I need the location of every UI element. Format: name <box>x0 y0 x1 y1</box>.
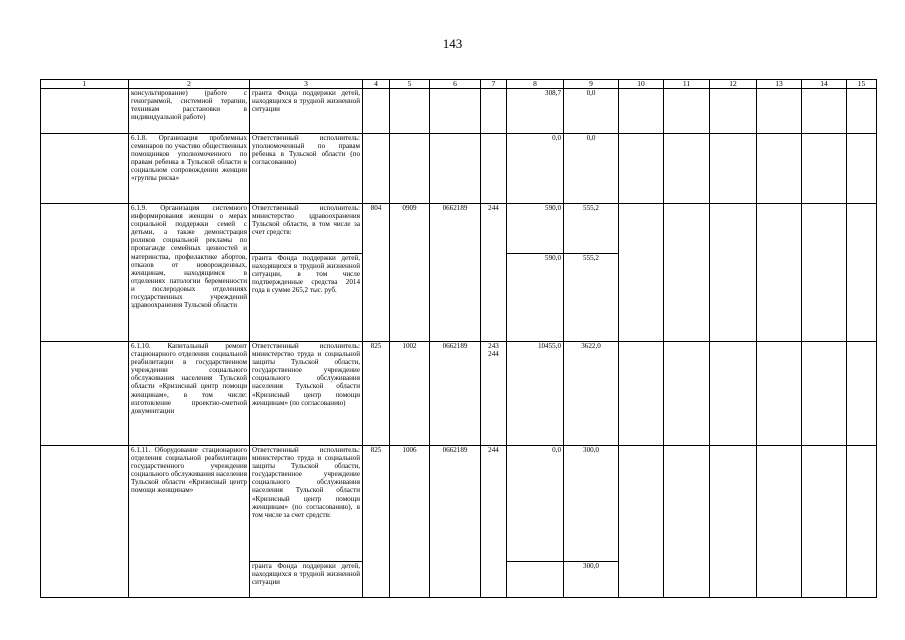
cell-empty <box>710 134 757 204</box>
cell-code: 243 244 <box>481 342 507 446</box>
cell-empty <box>710 446 757 598</box>
cell-empty <box>710 204 757 342</box>
cell-empty <box>41 204 129 342</box>
col-header: 4 <box>363 80 390 89</box>
cell-empty <box>41 446 129 598</box>
cell-amount: 3622,0 <box>564 342 619 446</box>
table-row <box>41 134 877 204</box>
col-header: 5 <box>390 80 430 89</box>
cell-empty <box>664 134 710 204</box>
cell-code <box>430 89 481 134</box>
cell-executor: Ответственный исполнитель: уполномоченный по правам ребенка в Тульской области (по согласованию) <box>250 134 363 204</box>
cell-empty <box>757 134 802 204</box>
cell-amount: 308,7 <box>507 89 564 134</box>
header-row <box>41 80 877 89</box>
cell-empty <box>664 204 710 342</box>
cell-amount: 0,0 <box>564 134 619 204</box>
cell-empty <box>619 446 664 598</box>
cell-description: 6.1.10. Капитальный ремонт стационарного отделения социальной реабилитации в государственном учреждении социального обслуживания населения Тульской области «Кризисный центр помощи женщинам», в том числе: изготовление проектно-сметной документации <box>129 342 250 446</box>
cell-amount: 590,0 <box>507 204 564 254</box>
cell-code <box>481 134 507 204</box>
cell-executor: гранта Фонда поддержки детей, находящихся в трудной жизненной ситуации <box>250 562 363 598</box>
cell-code: 825 <box>363 342 390 446</box>
col-header: 7 <box>481 80 507 89</box>
cell-empty <box>802 89 847 134</box>
cell-description: 6.1.8. Организация проблемных семинаров по участию общественных помощников уполномоченного по правам ребенка в Тульской области в социальном сопровождении женщин «группы риска» <box>129 134 250 204</box>
cell-amount <box>507 562 564 598</box>
cell-amount: 10455,0 <box>507 342 564 446</box>
cell-empty <box>802 342 847 446</box>
cell-code <box>390 134 430 204</box>
col-header: 12 <box>710 80 757 89</box>
cell-empty <box>802 204 847 342</box>
cell-empty <box>619 89 664 134</box>
cell-empty <box>757 342 802 446</box>
col-header: 2 <box>129 80 250 89</box>
cell-amount: 300,0 <box>564 446 619 562</box>
cell-code: 0662189 <box>430 342 481 446</box>
cell-empty <box>41 342 129 446</box>
budget-table <box>40 79 877 598</box>
col-header: 10 <box>619 80 664 89</box>
cell-empty <box>619 134 664 204</box>
table-row <box>41 204 877 254</box>
cell-executor: Ответственный исполнитель: министерство здравоохранения Тульской области, в том числе за счет средств: <box>250 204 363 254</box>
col-header: 13 <box>757 80 802 89</box>
cell-amount: 0,0 <box>564 89 619 134</box>
cell-empty <box>41 134 129 204</box>
cell-amount: 0,0 <box>507 446 564 562</box>
cell-code <box>390 89 430 134</box>
col-header: 6 <box>430 80 481 89</box>
col-header: 1 <box>41 80 129 89</box>
cell-code <box>363 89 390 134</box>
cell-empty <box>847 204 877 342</box>
cell-empty <box>664 342 710 446</box>
cell-code: 0662189 <box>430 446 481 598</box>
cell-empty <box>802 446 847 598</box>
cell-code: 244 <box>481 204 507 342</box>
table-row <box>41 342 877 446</box>
cell-description: 6.1.9. Организация системного информирования женщин о мерах социальной поддержки семей с детьми, а также демонстрация роликов социальной рекламы по пропаганде семейных ценностей и материнства, профилактике абортов, отказов от новорожденных, женщинам, находящимся в отделениях патологии беременности и послеродовых отделениях государственных учреждений здравоохранения Тульской области <box>129 204 250 342</box>
cell-code: 804 <box>363 204 390 342</box>
cell-description: 6.1.11. Оборудование стационарного отделения социальной реабилитации государственного учреждения социального обслуживания населения Тульской области «Кризисный центр помощи женщинам» <box>129 446 250 598</box>
cell-code <box>430 134 481 204</box>
cell-empty <box>757 89 802 134</box>
cell-executor: Ответственный исполнитель: министерство труда и социальной защиты Тульской области, государственное учреждение социального обслуживания населения Тульской области «Кризисный центр помощи женщинам» (по согласованию), в том числе за счет средств: <box>250 446 363 562</box>
cell-empty <box>847 446 877 598</box>
table-row <box>41 89 877 134</box>
page-number: 143 <box>442 36 463 51</box>
cell-code <box>363 134 390 204</box>
cell-amount: 555,2 <box>564 254 619 342</box>
col-header: 11 <box>664 80 710 89</box>
cell-code: 1006 <box>390 446 430 598</box>
cell-empty <box>619 342 664 446</box>
col-header: 15 <box>847 80 877 89</box>
cell-code <box>481 89 507 134</box>
cell-code: 0662189 <box>430 204 481 342</box>
cell-executor: Ответственный исполнитель: министерство труда и социальной защиты Тульской области, государственное учреждение социального обслуживания населения Тульской области «Кризисный центр помощи женщинам» (по согласованию) <box>250 342 363 446</box>
cell-code: 1002 <box>390 342 430 446</box>
col-header: 8 <box>507 80 564 89</box>
cell-empty <box>847 342 877 446</box>
col-header: 3 <box>250 80 363 89</box>
cell-amount: 0,0 <box>507 134 564 204</box>
cell-amount: 590,0 <box>507 254 564 342</box>
table-row <box>41 446 877 562</box>
cell-empty <box>664 446 710 598</box>
cell-empty <box>664 89 710 134</box>
cell-empty <box>710 342 757 446</box>
cell-executor: гранта Фонда поддержки детей, находящихся в трудной жизненной ситуации, в том числе подтвержденные средства 2014 года в сумме 265,2 тыс. руб. <box>250 254 363 342</box>
cell-description: консультирование) (работе с генограммой, системной терапии, техникам расстановки в индивидуальной работе) <box>129 89 250 134</box>
cell-empty <box>41 89 129 134</box>
cell-empty <box>847 134 877 204</box>
cell-empty <box>710 89 757 134</box>
cell-code: 825 <box>363 446 390 598</box>
col-header: 9 <box>564 80 619 89</box>
cell-code: 244 <box>481 446 507 598</box>
cell-empty <box>847 89 877 134</box>
cell-amount: 555,2 <box>564 204 619 254</box>
cell-code: 0909 <box>390 204 430 342</box>
cell-empty <box>757 204 802 342</box>
cell-empty <box>619 204 664 342</box>
cell-executor: гранта Фонда поддержки детей, находящихся в трудной жизненной ситуации <box>250 89 363 134</box>
cell-empty <box>757 446 802 598</box>
cell-amount: 300,0 <box>564 562 619 598</box>
cell-empty <box>802 134 847 204</box>
col-header: 14 <box>802 80 847 89</box>
